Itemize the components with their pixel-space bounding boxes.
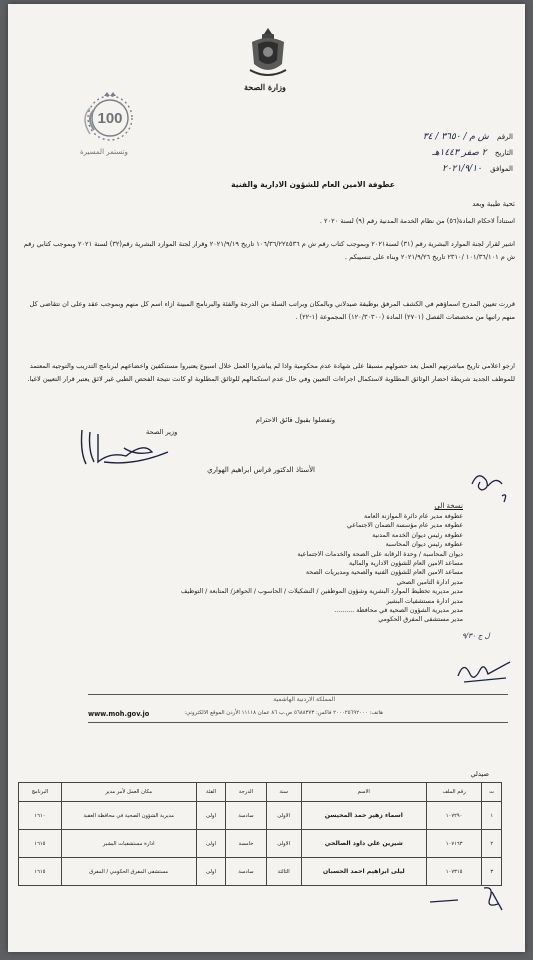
cell-name: شيرين علي داود الصالحي xyxy=(301,830,426,858)
ministry-name: وزارة الصحة xyxy=(244,82,286,92)
cell-year: الثالثة xyxy=(266,858,301,886)
footer-divider-2 xyxy=(88,722,508,723)
corresponding-value: ٢٠٢١/٩/١٠ xyxy=(441,164,482,174)
cell-year: الاولى xyxy=(266,830,301,858)
paragraph-4: ارجو اعلامي تاريخ مباشرتهم العمل بعد حصولهم مسبقا على شهادة عدم محكومية واذا لم يباشروا العمل خلال اسبوع يعتبروا مستنكفين واخضاعهم لبرنامج التدريب والتوجيه المعتمد للموظف الجديد شريطة احضار الوثائق المطلوبة لاستكمال اجراءات التعيين وفي حال عدم استكمالهم للوثائق المطلوبة او كانت نتيجة الفحص الطبي غير لائق يعتبر قرار التعيين لاغيا. xyxy=(27,362,515,383)
appointees-table xyxy=(18,782,502,886)
centennial-caption: وتستمر المسيرة xyxy=(80,148,128,156)
table-header-row xyxy=(19,783,502,802)
greeting: تحية طيبة وبعد xyxy=(472,200,515,208)
date-value: ٢ صفر ١٤٤٣هـ xyxy=(432,148,487,158)
col-header: الدرجة xyxy=(226,783,266,802)
col-header: الاسم xyxy=(301,783,426,802)
cc-label: نسخة الى xyxy=(434,502,463,510)
recipient-item: مدير ادارة مستشفيات البشير xyxy=(386,597,463,605)
cell-index: ٢ xyxy=(482,830,502,858)
corresponding-label: الموافق xyxy=(490,165,513,173)
number-value: ش م / ٣٦٥٠ / ٣٤ xyxy=(422,132,489,142)
cell-file-number: ١٠٧١٦٣ xyxy=(426,830,482,858)
centennial-number: 100 xyxy=(97,110,123,127)
recipient-item: ديوان المحاسبة / وحدة الرقابة على الصحة والخدمات الاجتماعية xyxy=(297,550,463,558)
recipient-item: مدير مديرية تخطيط الموارد البشرية وشؤون الموظفين / التشكيلات / الحاسوب / الحوافز/ المتابعة / التوظيف xyxy=(180,588,463,596)
recipient-item: عطوفة رئيس ديوان المحاسبة xyxy=(385,541,463,549)
cell-workplace: مستشفى المفرق الحكومي / المفرق xyxy=(61,858,196,886)
clerk-signature-icon xyxy=(454,654,514,688)
bottom-signature-icon xyxy=(428,884,508,914)
handwritten-initials-icon xyxy=(468,466,508,506)
cell-program: ١٦١٥ xyxy=(19,830,62,858)
recipient-item: مساعد الامين العام للشؤون الفنية والصحية ومديريات الصحة xyxy=(305,569,463,577)
footer-contact: هاتف: ٢٠٠٠٢٥٦٩٢٠٠٠ فاكس: ٥٦٨٨٣٧٣ ص.ب ٨٦ عمان ١١١١٨ الأردن الموقع الالكتروني: xyxy=(184,710,383,716)
recipient-item: مدير ادارة التامين الصحي xyxy=(396,578,463,586)
cell-program: ١٦١٠ xyxy=(19,802,62,830)
signatory-name: الأستاذ الدكتور فراس ابراهيم الهواري xyxy=(207,466,315,474)
cell-year: الاولى xyxy=(266,802,301,830)
cell-workplace: مديرية الشؤون الصحية في محافظة العقبة xyxy=(61,802,196,830)
cell-name: اسماء زهير حمد المحيسن xyxy=(301,802,426,830)
cell-program: ١٦١٥ xyxy=(19,858,62,886)
cell-category: اولى xyxy=(196,858,226,886)
footer-website: www.moh.gov.jo xyxy=(88,710,150,718)
footer-initials: ل ج ٩/٣٠ xyxy=(462,632,490,640)
col-header: الفئة xyxy=(196,783,226,802)
date-label: التاريخ xyxy=(494,149,513,157)
table-row xyxy=(19,830,502,858)
paragraph-2: اشير لقرار لجنة الموارد البشرية رقم (٣١) لسنة٢٠٢١ وبموجب كتاب رقم ش م ١٠٦/٣٦/٢٢٤٥٣٦ تاريخ ٢٠٢١/٩/١٩ وقرار لجنة الموارد البشرية رقم(٣٢) لسنة ٢٠٢١ وبموجب كتابي رقم ش م ١٠١/٣٦/١٠١ /٢٣١٠ تاريخ ٢٠٢١/٩/٢٦ وبناء على تنسيبكم . xyxy=(23,240,515,261)
col-header: مكان العمل لأمر مدير xyxy=(61,783,196,802)
recipient-item: مدير مستشفى المفرق الحكومي xyxy=(378,616,463,624)
attachment-title: صيدلي xyxy=(470,770,489,778)
cell-category: اولى xyxy=(196,830,226,858)
table-row xyxy=(19,802,502,830)
recipient-item: عطوفة مدير عام دائرة الموازنة العامة xyxy=(364,513,463,520)
number-label: الرقم xyxy=(497,133,513,141)
table-row xyxy=(19,858,502,886)
col-header: سنة xyxy=(266,783,301,802)
cell-file-number: ١٠٧٢٩٠ xyxy=(426,802,482,830)
cell-grade: سادسة xyxy=(226,858,266,886)
closing-line: وتفضلوا بقبول فائق الاحترام xyxy=(255,416,335,424)
recipient-item: مساعد الامين العام للشؤون الادارية والمالية xyxy=(349,560,463,568)
jordan-crest-icon xyxy=(246,26,290,80)
signatory-title: وزير الصحة xyxy=(146,428,178,436)
centennial-logo xyxy=(72,90,142,162)
recipient-item: عطوفة رئيس ديوان الخدمة المدنية xyxy=(372,531,463,539)
cell-index: ٣ xyxy=(482,858,502,886)
col-header: رقم الملف xyxy=(426,783,482,802)
recipients-list xyxy=(103,512,463,625)
paragraph-3: قررت تعيين المدرج اسماؤهم في الكشف المرفق بوظيفة صيدلاني وبالمكان وبراتب السلة من الدرجة والفئة والبرنامج المبينة ازاء اسم كل منهم وبموجب عقد وعلى ان تتقاضى كل منهم راتبها من مخصصات الفصل (٢٧٠١) المادة (١٢٠/٣٠٣٠٠) المجموعة (١-٢٢) . xyxy=(29,300,515,321)
recipient-item: عطوفة مدير عام مؤسسة الضمان الاجتماعي xyxy=(347,522,463,530)
cell-grade: خامسة xyxy=(226,830,266,858)
paragraph-1: استناداً لاحكام المادة(٥٦) من نظام الخدمة المدنية رقم (٩) لسنة ٢٠٢٠ . xyxy=(319,217,515,225)
addressee: عطوفة الامين العام للشؤون الادارية والفنية xyxy=(231,180,395,189)
cell-category: اولى xyxy=(196,802,226,830)
cell-file-number: ١٠٧٣١٥ xyxy=(426,858,482,886)
cell-index: ١ xyxy=(482,802,502,830)
cell-workplace: ادارة مستشفيات البشير xyxy=(61,830,196,858)
cell-grade: سادسة xyxy=(226,802,266,830)
col-header: البرنامج xyxy=(19,783,62,802)
footer-country: المملكة الاردنية الهاشمية xyxy=(273,696,335,703)
cell-name: ليلى ابراهيم احمد الحسبان xyxy=(301,858,426,886)
footer-divider xyxy=(88,694,508,695)
recipient-item: مدير مديرية الشؤون الصحية في محافظة .......... xyxy=(334,607,463,615)
col-header: ت xyxy=(482,783,502,802)
letter-page xyxy=(8,4,525,952)
